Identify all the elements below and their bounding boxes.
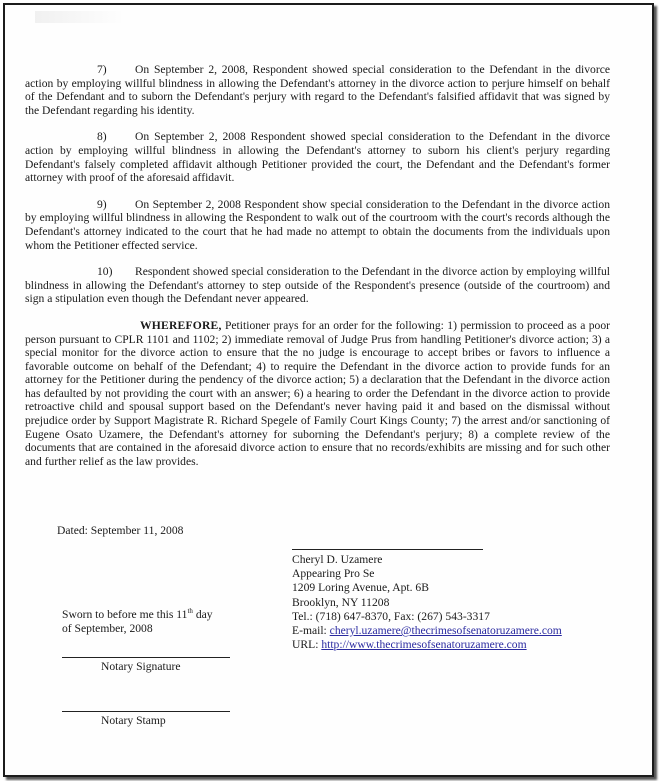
- paragraph-number: 10): [97, 265, 113, 279]
- url-label: URL:: [292, 638, 322, 652]
- paragraph-number: 9): [97, 197, 107, 211]
- wherefore-clause: [25, 319, 610, 469]
- email-link[interactable]: cheryl.uzamere@thecrimesofsenatoruzamere.com: [329, 624, 562, 638]
- sworn-text: Sworn to before me this 11: [62, 607, 188, 621]
- paragraph-text: On September 2, 2008 Respondent show special consideration to the Defendant in the divorce action by employing willful blindness in allowing the Respondent to walk out of the courtroom with the court's records although the Defendant's attorney indicated to the court that he had made no attempt to obtain the documents from the individuals upon whom the Petitioner effected service.: [25, 197, 610, 252]
- email-label: E-mail:: [292, 624, 330, 638]
- signer-url-row: [292, 638, 562, 652]
- wherefore-lead: WHEREFORE,: [140, 318, 222, 332]
- sworn-statement: [62, 604, 213, 637]
- signer-email-row: [292, 624, 562, 638]
- paragraph-number: 7): [97, 63, 107, 76]
- paragraph-9: [25, 198, 610, 252]
- signer-block: [292, 553, 562, 652]
- paragraph-text: On September 2, 2008, Respondent showed special consideration to the Defendant in the divorce action by employing willful blindness in allowing the Defendant's attorney in the divorce action to perjure himself on behalf of the Defendant and to suborn the Defendant's perjury with regard to the Defendant's falsified affidavit that was signed by the Defendant regarding his identity.: [25, 63, 610, 117]
- url-link[interactable]: http://www.thecrimesofsenatoruzamere.com: [321, 638, 527, 652]
- notary-signature-line: [62, 657, 230, 658]
- notary-stamp-label: Notary Stamp: [101, 714, 166, 727]
- notary-stamp-line: [62, 711, 230, 712]
- sworn-day: day: [192, 607, 213, 621]
- sworn-ordinal: th: [187, 607, 193, 615]
- signer-city: Brooklyn, NY 11208: [292, 595, 390, 609]
- wherefore-text: Petitioner prays for an order for the following: 1) permission to proceed as a poor person pursuant to CPLR 1101 and 1102; 2) immediate removal of Judge Prus from handling Petitioner's divorce action; 3) a special monitor for the divorce action to ensure that the no judge is encourage to accept bribes or favors to influence a favorable outcome on behalf of the Defendant; 4) to require the Defendant in the divorce action to provide funds for an attorney for the Petitioner during the pendency of the divorce action; 5) a declaration that the Defendant in the divorce action has defaulted by not providing the court with an answer; 6) a hearing to order the Defendant in the divorce action to provide retroactive child and spousal support based on the Defendant's never having paid it and based on the dismissal without prejudice order by Support Magistrate R. Richard Spegele of Family Court Kings County; 7) the arrest and/or sanctioning of Eugene Osato Uzamere, the Defendant's attorney for suborning the Defendant's perjury; 8) a complete review of the documents that are contained in the aforesaid divorce action to ensure that no records/exhibits are missing and for such other and further relief as the law provides.: [25, 318, 610, 468]
- sworn-line-1: [62, 604, 213, 622]
- paragraph-7: [25, 63, 610, 117]
- signer-role: Appearing Pro Se: [292, 567, 375, 581]
- scan-artifact: [35, 11, 125, 23]
- paragraph-text: On September 2, 2008 Respondent showed special consideration to the Defendant in the divorce action by employing willful blindness in allowing the Defendant's attorney to suborn his client's perjury regarding Defendant's falsely completed affidavit although Petitioner provided the court, the Defendant and the Defendant's former attorney with proof of the aforesaid affidavit.: [25, 130, 610, 185]
- dated-line: Dated: September 11, 2008: [57, 524, 184, 537]
- signer-street: 1209 Loring Avenue, Apt. 6B: [292, 581, 429, 595]
- signature-line: [292, 549, 483, 550]
- paragraph-10: [25, 265, 610, 306]
- document-body: [25, 63, 610, 492]
- paragraph-number: 8): [97, 130, 107, 144]
- paragraph-text: Respondent showed special consideration to the Defendant in the divorce action by employing willful blindness in allowing the Defendant's attorney to step outside of the Respondent's presence (outside of the courtroom) and sign a stipulation even though the Defendant never appeared.: [25, 265, 610, 306]
- signer-name: Cheryl D. Uzamere: [292, 553, 383, 566]
- sworn-line-2: of September, 2008: [62, 622, 153, 636]
- paragraph-8: [25, 130, 610, 184]
- document-frame: [3, 3, 654, 777]
- signer-phone: Tel.: (718) 647-8370, Fax: (267) 543-3317: [292, 609, 490, 623]
- notary-signature-label: Notary Signature: [101, 660, 181, 673]
